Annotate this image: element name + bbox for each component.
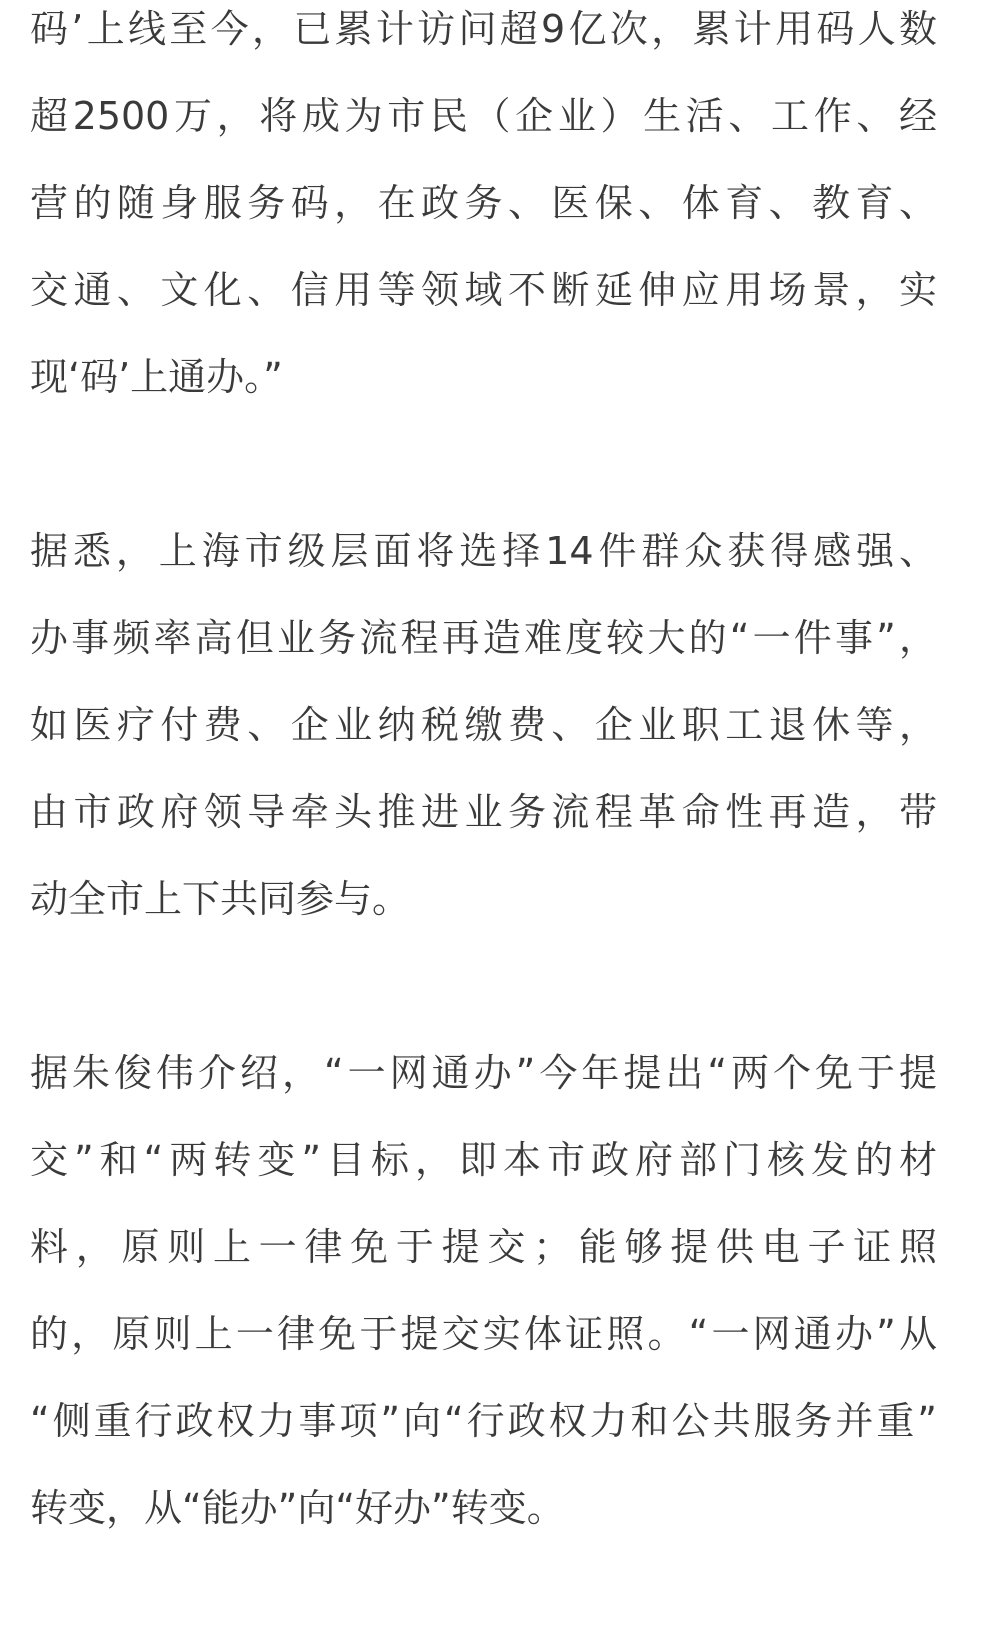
paragraph-gap	[30, 943, 937, 1030]
text-line: 据朱俊伟介绍，“一网通办”今年提出“两个免于提	[30, 1051, 937, 1095]
text-line: 现‘码’上通办。”	[30, 355, 283, 399]
paragraph-gap	[30, 421, 937, 508]
paragraph-2	[30, 508, 937, 943]
text-line: 超2500万，将成为市民（企业）生活、工作、经	[30, 94, 937, 138]
text-line: 交通、文化、信用等领域不断延伸应用场景，实	[30, 268, 937, 312]
text-line: 动全市上下共同参与。	[30, 877, 411, 921]
text-line: 营的随身服务码，在政务、医保、体育、教育、	[30, 181, 937, 225]
paragraph-3	[30, 1030, 937, 1552]
text-line: 的，原则上一律免于提交实体证照。“一网通办”从	[30, 1312, 937, 1356]
text-line: 料，原则上一律免于提交；能够提供电子证照	[30, 1225, 937, 1269]
text-line: 转变，从“能办”向“好办”转变。	[30, 1486, 565, 1530]
text-line: 交”和“两转变”目标，即本市政府部门核发的材	[30, 1138, 937, 1182]
text-line: “侧重行政权力事项”向“行政权力和公共服务并重”	[30, 1399, 937, 1443]
article-body	[30, 0, 937, 1552]
text-line: 码’上线至今，已累计访问超9亿次，累计用码人数	[30, 7, 937, 51]
text-line: 据悉，上海市级层面将选择14件群众获得感强、	[30, 529, 937, 573]
text-line: 由市政府领导牵头推进业务流程革命性再造，带	[30, 790, 937, 834]
paragraph-1	[30, 0, 937, 421]
text-line: 如医疗付费、企业纳税缴费、企业职工退休等，	[30, 703, 937, 747]
text-line: 办事频率高但业务流程再造难度较大的“一件事”，	[30, 616, 937, 660]
